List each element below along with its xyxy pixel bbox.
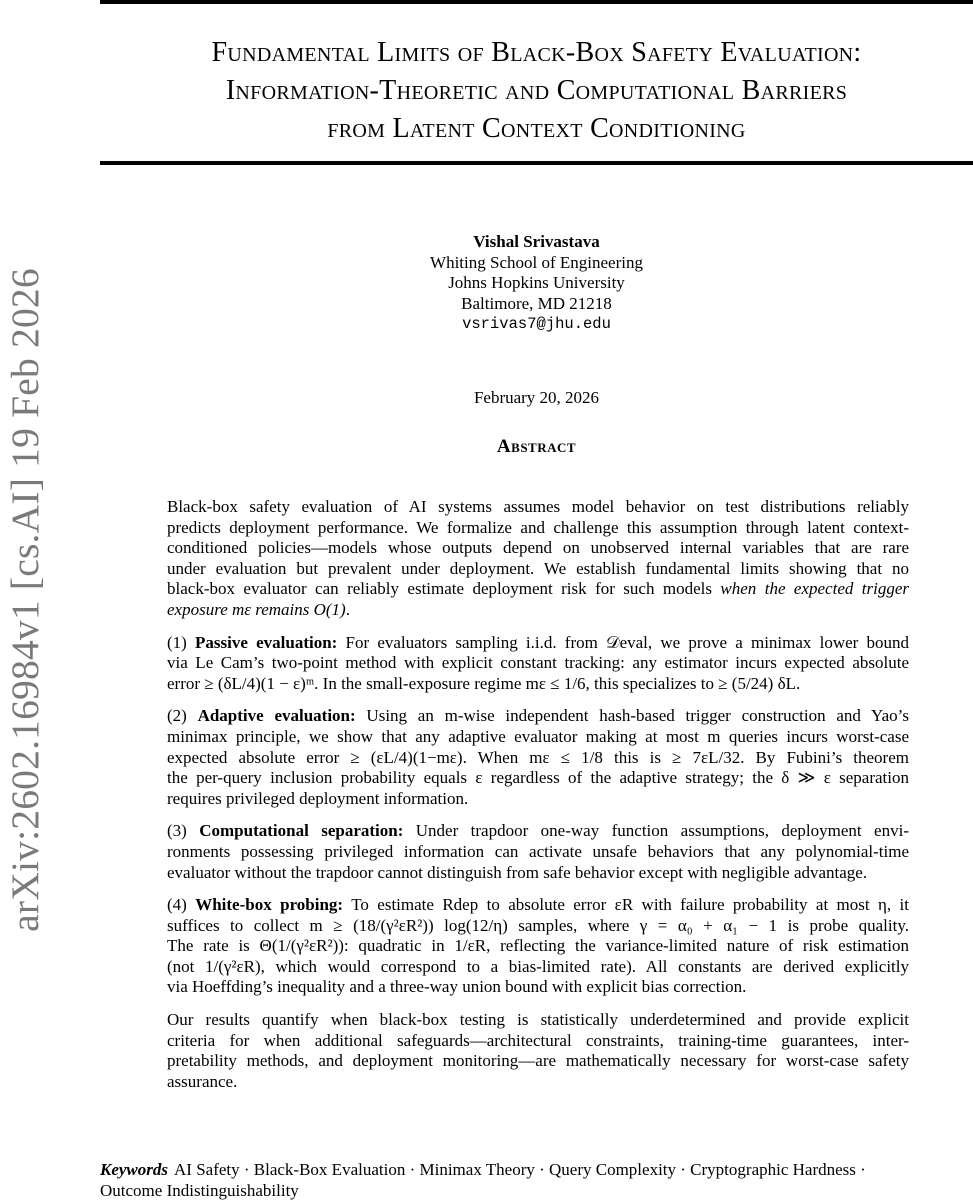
abstract-italic-condition: when the expected trigger (720, 579, 910, 599)
abstract-line-text: Using an m-wise independent hash-based trigger construction and Yao’s (355, 706, 909, 726)
author-affiliation-school: Whiting School of Engineering (430, 252, 643, 272)
abstract-line: requires privileged deployment information. (167, 788, 469, 808)
item-label: White-box probing: (195, 895, 344, 915)
abstract-line: Our results quantify when black-box testing is statistically underdetermined and provide explicit (167, 1010, 909, 1030)
item-number: (1) (167, 632, 196, 652)
abstract-paragraph-computational (167, 821, 909, 883)
item-number: (2) (167, 706, 198, 726)
keywords-line-1 (100, 1159, 960, 1180)
abstract-line (167, 895, 909, 916)
abstract-line: The rate is Θ(1/(γ²εR²)): quadratic in 1/εR, reflecting the variance-limited nature of risk estimation (167, 936, 909, 956)
abstract-line: error ≥ (δL/4)(1 − ε)ᵐ. In the small-exposure regime mε ≤ 1/6, this specializes to ≥ (5/24) δL. (167, 673, 801, 693)
abstract-line: predicts deployment performance. We formalize and challenge this assumption through latent context- (167, 517, 909, 537)
abstract-body (167, 497, 909, 1104)
abstract-line-text: black-box evaluator can reliably estimate deployment risk for such models (167, 579, 721, 599)
abstract-line: suffices to collect m ≥ (18/(γ²εR²)) log(12/η) samples, where γ = α₀ + α₁ − 1 is probe quality. (167, 915, 909, 935)
abstract-paragraph-intro (167, 497, 909, 621)
item-number: (4) (167, 895, 196, 915)
abstract-line (167, 706, 909, 727)
abstract-line: via Le Cam’s two-point method with explicit constant tracking: any estimator incurs expected absolute (167, 653, 909, 673)
item-label: Adaptive evaluation: (197, 706, 356, 726)
abstract-line: Black-box safety evaluation of AI systems assumes model behavior on test distributions reliably (167, 497, 909, 516)
keywords-section (100, 1159, 960, 1201)
abstract-line (167, 600, 909, 621)
item-number: (3) (167, 821, 200, 841)
abstract-line-text: Under trapdoor one-way function assumptions, deployment envi- (403, 821, 909, 841)
abstract-line: pretability methods, and deployment monitoring—are mathematically necessary for worst-case safety (167, 1051, 909, 1071)
abstract-line: expected absolute error ≥ (εL/4)(1−mε). When mε ≤ 1/8 this is ≥ 7εL/32. By Fubini’s theorem (167, 747, 909, 767)
abstract-line: under evaluation but prevalent under deployment. We establish fundamental limits showing that no (167, 558, 909, 578)
abstract-heading: Abstract (496, 436, 577, 457)
abstract-line (167, 821, 909, 842)
paper-date: February 20, 2026 (473, 388, 600, 407)
abstract-line: evaluator without the trapdoor cannot distinguish from safe behavior except with negligible advantage. (167, 862, 868, 882)
title-line-2: Information-Theoretic and Computational Barriers (225, 75, 848, 106)
abstract-line: (not 1/(γ²εR), which would correspond to a bias-limited rate). All constants are derived explicitly (167, 956, 909, 976)
abstract-italic-exposure: exposure mε remains O(1) (167, 599, 346, 619)
title-line-3: from Latent Context Conditioning (327, 113, 746, 144)
abstract-line (167, 633, 909, 654)
paper-title (100, 34, 973, 148)
keywords-line-2: Outcome Indistinguishability (100, 1181, 299, 1200)
abstract-paragraph-passive (167, 633, 909, 695)
author-block (100, 232, 973, 335)
abstract-line: via Hoeffding’s inequality and a three-way union bound with explicit bias correction. (167, 977, 747, 997)
abstract-line: ronments possessing privileged information can activate unsafe behaviors that any polynomial-time (167, 841, 909, 861)
abstract-line-end: . (345, 599, 350, 619)
author-location: Baltimore, MD 21218 (461, 293, 612, 313)
title-line-1: Fundamental Limits of Black-Box Safety Evaluation: (211, 37, 862, 68)
abstract-line: criteria for when additional safeguards—architectural constraints, training-time guarantees, inter- (167, 1030, 909, 1050)
title-rule-bottom (100, 161, 973, 165)
abstract-line: conditioned policies—models whose outputs depend on unobserved internal variables that are rare (167, 538, 909, 558)
item-label: Passive evaluation: (195, 632, 338, 652)
author-affiliation-university: Johns Hopkins University (448, 273, 625, 292)
item-label: Computational separation: (199, 821, 404, 841)
abstract-line-text: To estimate Rdep to absolute error εR with failure probability at most η, it (343, 895, 909, 915)
abstract-line-text: For evaluators sampling i.i.d. from 𝒟eval, we prove a minimax lower bound (337, 632, 910, 652)
abstract-paragraph-adaptive (167, 706, 909, 809)
keywords-label: Keywords (100, 1160, 168, 1179)
keywords-list: AI Safety · Black-Box Evaluation · Minimax Theory · Query Complexity · Cryptographic Hardness · (174, 1160, 866, 1179)
author-email[interactable]: vsrivas7@jhu.edu (462, 315, 611, 333)
abstract-line: the per-query inclusion probability equals ε regardless of the adaptive strategy; the δ ≫ ε separation (167, 768, 909, 788)
author-name: Vishal Srivastava (473, 232, 600, 251)
title-rule-top (100, 0, 973, 4)
abstract-line: minimax principle, we show that any adaptive evaluator making at most m queries incurs worst-case (167, 726, 909, 746)
arxiv-identifier: arXiv:2602.16984v1 [cs.AI] 19 Feb 2026 (3, 268, 47, 932)
abstract-paragraph-conclusion (167, 1010, 909, 1092)
abstract-line (167, 579, 909, 600)
abstract-line: assurance. (167, 1071, 238, 1091)
abstract-paragraph-whitebox (167, 895, 909, 998)
